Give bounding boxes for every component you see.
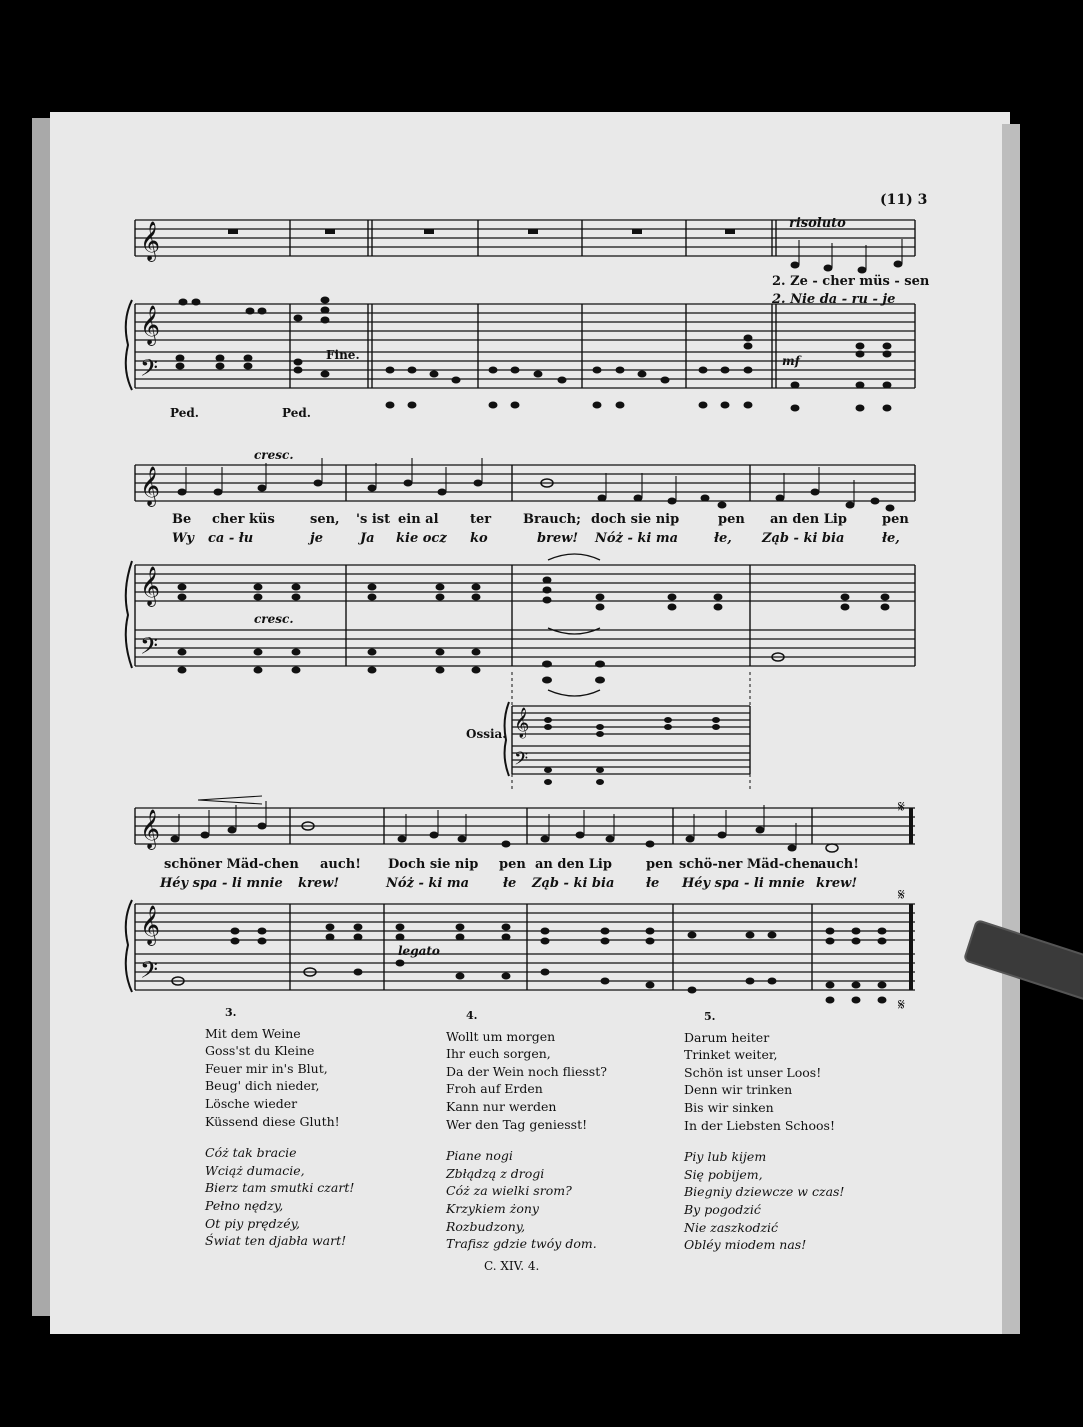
system3-lyric-de: schöner Mäd-chen	[164, 857, 299, 872]
system3-lyric-pl: Héy spa - li mnie	[682, 876, 805, 891]
system3-lyric-de: schö-ner Mäd-chen	[679, 857, 820, 872]
system2-lyric-de: 's ist	[356, 512, 391, 527]
treble-clef-icon: 𝄞	[140, 221, 161, 261]
system3-voice-staff	[135, 808, 915, 844]
bass-clef-icon: 𝄢	[140, 354, 159, 387]
verse-german-text: Wollt um morgen Ihr euch sorgen, Da der Wein noch fliesst? Froh auf Erden Kann nur werden Wer den Tag geniesst!	[446, 1028, 607, 1132]
verse-3	[205, 1004, 354, 1250]
system2-treble-chords	[178, 577, 890, 611]
system2-piano-bass-staff	[135, 630, 915, 666]
pedal-marking: Ped.	[282, 406, 311, 420]
segno-icon: 𝄋	[898, 995, 905, 1014]
verse-polish-text: Piy lub kijem Się pobijem, Biegniy dziewcze w czas! By pogodzić Nie zaszkodzić Obléy miodem nas!	[684, 1149, 845, 1253]
page-number: (11) 3	[880, 192, 928, 208]
segno-icon: 𝄋	[898, 885, 905, 904]
system2-lyric-de: cher küs	[212, 512, 275, 527]
crescendo-hairpin	[198, 796, 262, 804]
verse-number: 5.	[704, 1010, 716, 1023]
treble-clef-icon: 𝄞	[140, 905, 161, 945]
segno-icon: 𝄋	[898, 797, 905, 816]
lower-octave-notes	[386, 402, 892, 412]
system3-lyric-de: Doch sie nip	[388, 857, 479, 872]
system2-piano-treble-staff	[135, 565, 915, 601]
system2-lyric-pl: Wy	[172, 531, 194, 546]
system3-lyric-de: auch!	[818, 857, 859, 872]
clefs	[140, 221, 529, 989]
tie	[548, 628, 600, 634]
system2-lyric-pl: ko	[470, 531, 488, 546]
system3-lyric-pl: łe	[503, 876, 517, 891]
tie	[548, 554, 600, 560]
system2-lyric-de: Be	[172, 512, 192, 527]
treble-clef-icon: 𝄞	[140, 305, 161, 345]
tie	[548, 690, 600, 696]
verse-polish-text: Cóż tak bracie Wciąż dumacie, Bierz tam smutki czart! Pełno nędzy, Ot piy prędzéy, Świat ten djabła wart!	[205, 1145, 355, 1249]
system3-piano-bass-staff	[135, 954, 915, 990]
system2-lyric-de: Brauch;	[523, 512, 581, 527]
bass-clef-icon: 𝄢	[140, 632, 159, 665]
bass-clef-icon: 𝄢	[140, 956, 159, 989]
system2-lyric-pl: łe,	[714, 531, 732, 546]
barlines	[135, 220, 915, 990]
system3-lyric-pl: krew!	[298, 876, 340, 891]
system3-lyric-de: pen	[646, 857, 673, 872]
system2-lyric-de: ter	[470, 512, 492, 527]
verse-german-text: Mit dem Weine Goss'st du Kleine Feuer mir in's Blut, Beug' dich nieder, Lösche wieder Küssend diese Gluth!	[205, 1025, 340, 1129]
treble-clef-icon: 𝄞	[140, 566, 161, 606]
system2-lyric-de: an den Lip	[770, 512, 847, 527]
system3-piano-treble-staff	[135, 904, 915, 940]
bass-clef-icon: 𝄢	[514, 749, 529, 774]
plate-number: C. XIV. 4.	[484, 1259, 540, 1273]
system2-lyric-pl: Ząb - ki bia	[762, 531, 845, 546]
system2-lyric-pl: je	[310, 531, 323, 546]
noteheads	[171, 261, 903, 1004]
system2-lyric-de: sen,	[310, 512, 340, 527]
system2-lyric-pl: Nóż - ki ma	[595, 531, 679, 546]
treble-clef-icon: 𝄞	[140, 466, 161, 506]
system2-lyric-pl: brew!	[537, 531, 579, 546]
system2-lyric-pl: kie ocz	[396, 531, 447, 546]
cresc-marking: cresc.	[254, 448, 294, 462]
tempo-marking: risoluto	[789, 216, 846, 231]
legato-marking: legato	[398, 944, 440, 958]
system3-lyric-de: auch!	[320, 857, 361, 872]
verse-polish-text: Piane nogi Zbłądzą z drogi Cóż za wielki srom? Krzykiem żony Rozbudzony, Trafisz gdzie twóy dom.	[446, 1148, 597, 1252]
verse-5	[684, 1008, 844, 1254]
system3-lyric-pl: Ząb - ki bia	[532, 876, 615, 891]
verse-4	[446, 1007, 607, 1253]
system2-lyric-de: doch sie nip	[591, 512, 680, 527]
system2-voice-notes	[178, 479, 895, 512]
system1-lyric-polish: 2. Nie da - ru - je	[772, 292, 896, 307]
cresc-marking-piano: cresc.	[254, 612, 294, 626]
system2-lyric-de: ein al	[398, 512, 439, 527]
system2-lyric-de: pen	[882, 512, 909, 527]
system3-lyric-pl: Nóż - ki ma	[386, 876, 470, 891]
verse-number: 3.	[225, 1006, 237, 1019]
pedal-marking: Ped.	[170, 406, 199, 420]
system2-lyric-de: pen	[718, 512, 745, 527]
ossia-label: Ossia.	[466, 727, 507, 741]
system3-lyric-de: pen	[499, 857, 526, 872]
fine-marking: Fine.	[326, 348, 360, 362]
treble-clef-icon: 𝄞	[140, 809, 161, 849]
treble-clef-icon: 𝄞	[514, 708, 530, 738]
system3-lyric-pl: krew!	[816, 876, 858, 891]
system1-lyric-german: 2. Ze - cher müs - sen	[772, 274, 930, 289]
verse-german-text: Darum heiter Trinket weiter, Schön ist unser Loos! Denn wir trinken Bis wir sinken In der Liebsten Schoos!	[684, 1029, 835, 1133]
treble-chords-system1	[744, 335, 892, 358]
system3-treble-chords	[231, 924, 887, 945]
system2-lyric-pl: łe,	[882, 531, 900, 546]
system2-lyric-pl: Ja	[360, 531, 375, 546]
dynamic-mf: mf	[782, 354, 800, 368]
system3-lyric-pl: łe	[646, 876, 660, 891]
system3-lyric-pl: Héy spa - li mnie	[160, 876, 283, 891]
verse-number: 4.	[466, 1009, 478, 1022]
whole-rests	[228, 229, 735, 234]
system2-lyric-pl: ca - łu	[208, 531, 254, 546]
system2-voice-staff	[135, 465, 915, 501]
system3-lyric-de: an den Lip	[535, 857, 612, 872]
